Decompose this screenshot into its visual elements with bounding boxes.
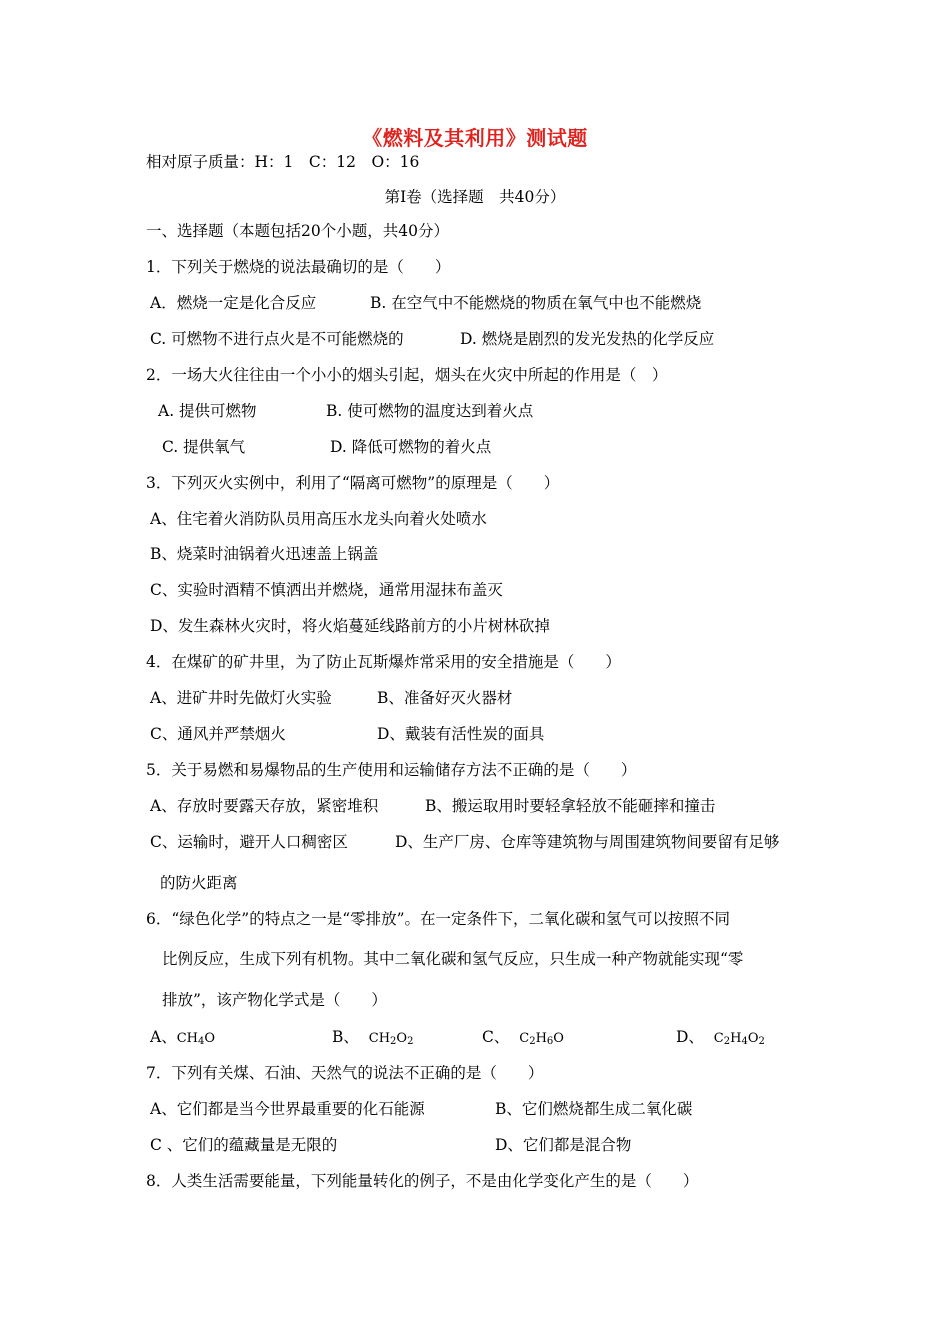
formula-a: $CH_4O$ xyxy=(176,1031,216,1047)
question-3-option-d: D、发生森林火灾时，将火焰蔓延线路前方的小片树林砍掉 xyxy=(150,617,550,635)
question-1-option-d: D. 燃烧是剧烈的发光发热的化学反应 xyxy=(460,330,715,348)
question-5-option-d: D、生产厂房、仓库等建筑物与周围建筑物间要留有足够 xyxy=(395,833,780,851)
question-2-option-a: A. 提供可燃物 xyxy=(158,402,257,420)
page-title: 《燃料及其利用》测试题 xyxy=(362,126,588,150)
option-a-label: A、 xyxy=(150,1028,177,1046)
question-4-stem: 4．在煤矿的矿井里，为了防止瓦斯爆炸常采用的安全措施是（ ） xyxy=(146,653,621,671)
question-7-option-c: C 、它们的蕴藏量是无限的 xyxy=(150,1136,338,1154)
question-1-stem: 1．下列关于燃烧的说法最确切的是（ ） xyxy=(146,258,451,276)
question-6-option-b xyxy=(332,1026,413,1053)
question-3-option-c: C、实验时酒精不慎洒出并燃烧，通常用湿抹布盖灭 xyxy=(150,581,503,599)
question-6-stem-line-1: 6．“绿色化学”的特点之一是“零排放”。在一定条件下，二氧化碳和氢气可以按照不同 xyxy=(146,910,731,928)
question-1-option-c: C. 可燃物不进行点火是不可能燃烧的 xyxy=(150,330,404,348)
question-5-option-c: C、运输时，避开人口稠密区 xyxy=(150,833,348,851)
question-8-stem: 8．人类生活需要能量，下列能量转化的例子，不是由化学变化产生的是（ ） xyxy=(146,1172,699,1190)
question-4-option-a: A、进矿井时先做灯火实验 xyxy=(150,689,332,707)
question-5-option-d-continuation: 的防火距离 xyxy=(160,874,238,892)
question-3-option-a: A、住宅着火消防队员用高压水龙头向着火处喷水 xyxy=(150,510,487,528)
option-d-label: D、 xyxy=(676,1028,704,1046)
option-b-label: B、 xyxy=(332,1028,359,1046)
question-6-option-a xyxy=(150,1026,215,1053)
volume-heading: 第Ⅰ卷（选择题 共40分） xyxy=(384,188,566,206)
question-4-option-b: B、准备好灭火器材 xyxy=(377,689,513,707)
question-6-stem-line-3: 排放”，该产物化学式是（ ） xyxy=(162,991,387,1009)
atomic-mass-line: 相对原子质量：H：1 C：12 O：16 xyxy=(146,153,420,171)
question-4-option-d: D、戴装有活性炭的面具 xyxy=(377,725,545,743)
question-7-option-b: B、它们燃烧都生成二氧化碳 xyxy=(495,1100,693,1118)
question-2-option-c: C. 提供氧气 xyxy=(162,438,246,456)
section-heading: 一、选择题（本题包括20个小题，共40分） xyxy=(146,222,449,240)
option-c-label: C、 xyxy=(482,1028,510,1046)
question-5-stem: 5．关于易燃和易爆物品的生产使用和运输储存方法不正确的是（ ） xyxy=(146,761,637,779)
question-3-stem: 3．下列灭火实例中，利用了“隔离可燃物”的原理是（ ） xyxy=(146,474,560,492)
formula-c: $C_2H_6O$ xyxy=(519,1031,564,1047)
question-3-option-b: B、烧菜时油锅着火迅速盖上锅盖 xyxy=(150,545,379,563)
question-6-stem-line-2: 比例反应，生成下列有机物。其中二氧化碳和氢气反应，只生成一种产物就能实现“零 xyxy=(162,950,744,968)
question-6-option-d xyxy=(676,1026,765,1053)
question-1-option-b: B. 在空气中不能燃烧的物质在氧气中也不能燃烧 xyxy=(370,294,702,312)
question-5-option-a: A、存放时要露天存放，紧密堆积 xyxy=(150,797,379,815)
question-7-option-d: D、它们都是混合物 xyxy=(495,1136,632,1154)
question-4-option-c: C、通风并严禁烟火 xyxy=(150,725,286,743)
question-2-stem: 2．一场大火往往由一个小小的烟头引起，烟头在火灾中所起的作用是（ ） xyxy=(146,366,668,384)
question-2-option-d: D. 降低可燃物的着火点 xyxy=(330,438,492,456)
formula-b: $CH_2O_2$ xyxy=(368,1031,414,1047)
question-2-option-b: B. 使可燃物的温度达到着火点 xyxy=(326,402,534,420)
formula-d: $C_2H_4O_2$ xyxy=(713,1031,765,1047)
question-7-stem: 7．下列有关煤、石油、天然气的说法不正确的是（ ） xyxy=(146,1064,544,1082)
question-5-option-b: B、搬运取用时要轻拿轻放不能砸摔和撞击 xyxy=(425,797,716,815)
question-6-option-c xyxy=(482,1026,564,1053)
question-7-option-a: A、它们都是当今世界最重要的化石能源 xyxy=(150,1100,425,1118)
question-1-option-a: A．燃烧一定是化合反应 xyxy=(150,294,317,312)
